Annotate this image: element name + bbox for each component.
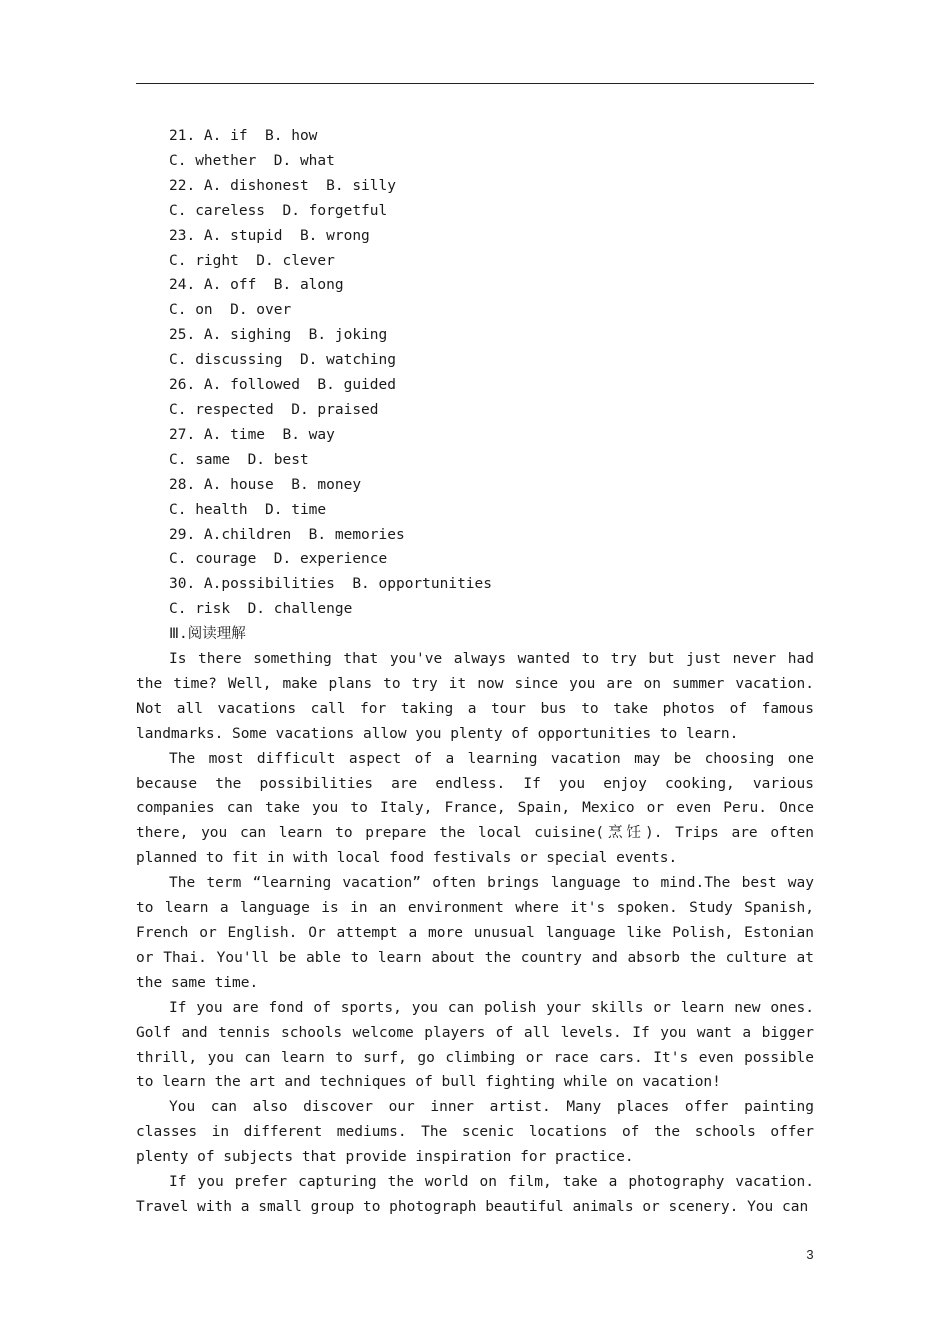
option-line: 26. A. followed B. guided: [169, 377, 396, 394]
option-line: C. discussing D. watching: [169, 352, 396, 369]
option-line: C. courage D. experience: [169, 551, 388, 568]
option-line: 28. A. house B. money: [169, 476, 362, 493]
option-line: C. same D. best: [169, 451, 309, 468]
option-line: 21. A. if B. how: [169, 128, 318, 144]
passage-paragraph: The term “learning vacation” often brings language to mind.The best way to learn a language is in an environment where it's spoken. Study Spanish, French or English. Or attempt a more unusual language like Polish, Estonian or Thai. You'll be able to learn about the country and absorb the culture at the same time.: [136, 875, 814, 991]
passage-paragraph: Is there something that you've always wanted to try but just never had the time? Well, make plans to try it now since you are on summer vacation. Not all vacations call for taking a tour bus to take photos of famous landmarks. Some vacations allow you plenty of opportunities to learn.: [136, 651, 814, 742]
option-line: 24. A. off B. along: [169, 277, 344, 294]
answer-options: [136, 124, 814, 622]
option-line: 30. A.possibilities B. opportunities: [169, 576, 493, 593]
option-line: C. right D. clever: [169, 252, 335, 269]
reading-passage: [136, 647, 814, 1220]
option-line: 25. A. sighing B. joking: [169, 327, 388, 344]
passage-paragraph: You can also discover our inner artist. Many places offer painting classes in different mediums. The scenic locations of the schools offer plenty of subjects that provide inspiration for practice.: [136, 1099, 814, 1166]
option-line: C. respected D. praised: [169, 401, 379, 418]
option-line: C. whether D. what: [169, 152, 335, 169]
option-line: 27. A. time B. way: [169, 426, 335, 443]
passage-paragraph: If you prefer capturing the world on film, take a photography vacation. Travel with a small group to photograph beautiful animals or scenery. You can: [136, 1174, 814, 1215]
option-line: C. risk D. challenge: [169, 601, 353, 618]
header-rule: [136, 83, 814, 84]
page-number: 3: [806, 1247, 814, 1262]
section-heading: Ⅲ.阅读理解: [169, 626, 246, 643]
option-line: 23. A. stupid B. wrong: [169, 227, 370, 244]
option-line: 29. A.children B. memories: [169, 526, 405, 543]
passage-paragraph: The most difficult aspect of a learning vacation may be choosing one because the possibilities are endless. If you enjoy cooking, various companies can take you to Italy, France, Spain, Mexico or even Peru. Once there, you can learn to prepare the local cuisine(烹饪). Trips are often planned to fit in with local food festivals or special events.: [136, 750, 814, 867]
option-line: 22. A. dishonest B. silly: [169, 177, 396, 194]
option-line: C. careless D. forgetful: [169, 202, 388, 219]
option-line: C. on D. over: [169, 302, 292, 319]
option-line: C. health D. time: [169, 501, 327, 518]
passage-paragraph: If you are fond of sports, you can polish your skills or learn new ones. Golf and tennis schools welcome players of all levels. If you want a bigger thrill, you can learn to surf, go climbing or race cars. It's even possible to learn the art and techniques of bull fighting while on vacation!: [136, 999, 814, 1091]
page-content: [136, 124, 814, 1220]
